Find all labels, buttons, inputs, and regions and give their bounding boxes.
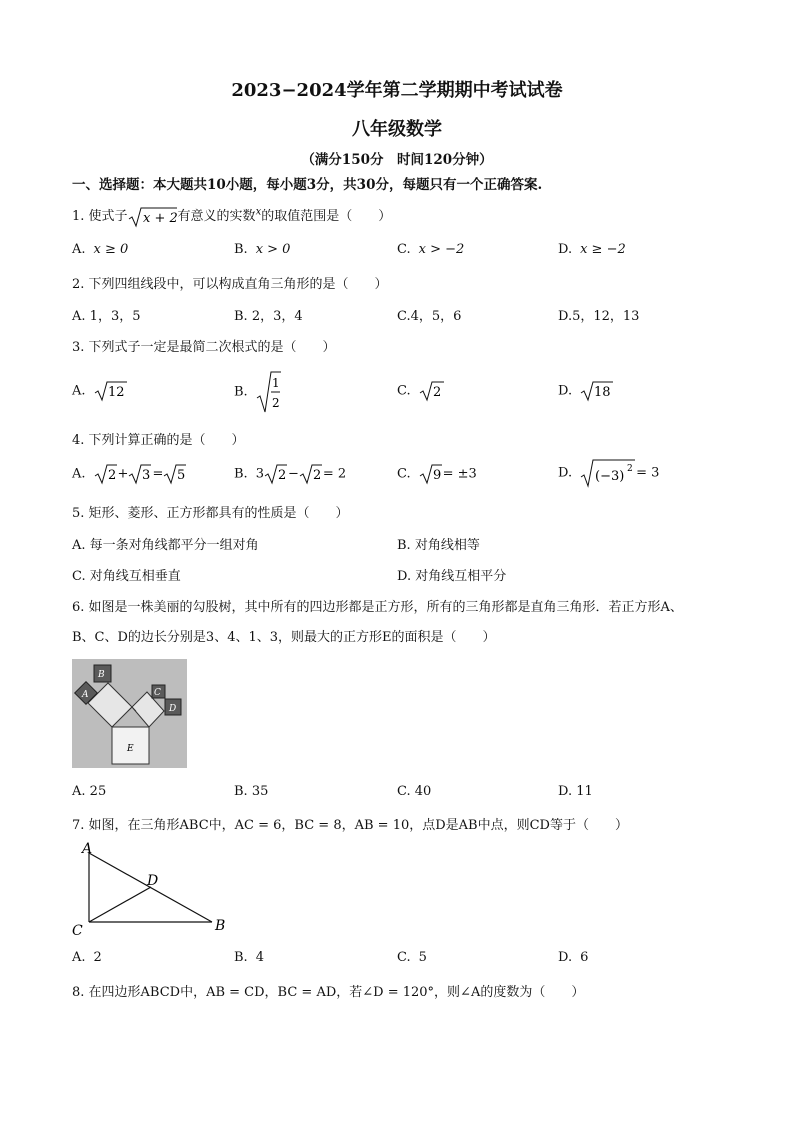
- pythagoras-tree-figure: [72, 659, 187, 768]
- svg-text:18: 18: [594, 385, 611, 400]
- q1-option-d: D. x ≥ −2: [558, 242, 626, 257]
- q6-option-a: A. 25: [72, 784, 107, 799]
- svg-text:3: 3: [142, 468, 151, 483]
- exam-info: （满分150分 时间120分钟）: [301, 152, 493, 168]
- q5-option-b: B. 对角线相等: [397, 538, 480, 553]
- question-5: 5. 矩形、菱形、正方形都具有的性质是（ ）: [72, 506, 349, 521]
- q1-option-b: B. x > 0: [234, 242, 291, 257]
- svg-text:2: 2: [312, 468, 322, 483]
- q4-option-b: B. 3 2 − 2 = 2: [234, 466, 347, 483]
- label-D: D: [169, 704, 177, 714]
- q5-option-a: A. 每一条对角线都平分一组对角: [72, 538, 259, 553]
- question-2: 2. 下列四组线段中，可以构成直角三角形的是（ ）: [72, 277, 388, 292]
- q2-option-d: D.5，12，13: [558, 309, 640, 324]
- q3a-radicand: 12: [107, 385, 125, 400]
- q4-option-c: C. 9 = ±3: [397, 466, 477, 483]
- q7-option-c: C. 5: [397, 950, 427, 965]
- q7-option-b: B. 4: [234, 950, 264, 965]
- q1-mid: 有意义的实数: [177, 209, 256, 224]
- svg-text:9: 9: [432, 468, 441, 483]
- q3b-den: 2: [271, 396, 280, 410]
- q3-option-c: C. 2: [397, 380, 445, 402]
- q1-var: x: [255, 206, 262, 218]
- q3-option-b: B. 1 2: [234, 370, 282, 414]
- q2-option-c: C.4，5，6: [397, 309, 462, 324]
- svg-text:5: 5: [177, 468, 186, 483]
- question-6-line1: 6. 如图是一株美丽的勾股树，其中所有的四边形都是正方形，所有的三角形都是直角三角形．若正方形A、: [72, 600, 683, 615]
- q7-option-d: D. 6: [558, 950, 589, 965]
- q3-option-a: A. 12: [72, 380, 128, 402]
- q5-option-d: D. 对角线互相平分: [397, 569, 507, 584]
- label-C: C: [154, 688, 161, 698]
- q5-option-c: C. 对角线互相垂直: [72, 569, 181, 584]
- exam-subject: 八年级数学: [352, 119, 442, 140]
- q3b-num: 1: [271, 376, 280, 390]
- svg-text:2: 2: [432, 385, 441, 400]
- exam-title: 2023−2024学年第二学期期中考试试卷: [231, 80, 563, 101]
- label-A: A: [82, 841, 93, 857]
- q7-option-a: A. 2: [72, 950, 102, 965]
- q2-option-b: B. 2，3，4: [234, 309, 303, 324]
- question-1: [72, 205, 391, 228]
- label-C: C: [72, 923, 83, 939]
- q4-option-d: D. (−3) 2 = 3: [558, 458, 659, 488]
- triangle-abc-figure: [66, 838, 236, 942]
- label-D: D: [147, 873, 159, 889]
- question-7: 7. 如图，在三角形ABC中，AC = 6，BC = 8，AB = 10，点D是AB中点，则CD等于（ ）: [72, 818, 628, 833]
- q2-option-a: A. 1，3，5: [72, 309, 141, 324]
- q1-pre: 1. 使式子: [72, 209, 128, 224]
- question-4: 4. 下列计算正确的是（ ）: [72, 433, 245, 448]
- q1-radicand: x + 2: [142, 210, 178, 226]
- q3-option-d: D. 18: [558, 380, 614, 402]
- q6-option-c: C. 40: [397, 784, 432, 799]
- label-E: E: [127, 744, 134, 754]
- q6-option-d: D. 11: [558, 784, 593, 799]
- svg-text:(−3): (−3): [595, 469, 625, 484]
- question-3: 3. 下列式子一定是最简二次根式的是（ ）: [72, 340, 336, 355]
- svg-text:2: 2: [277, 468, 287, 483]
- q1-radical: [128, 206, 178, 228]
- question-8: 8. 在四边形ABCD中，AB = CD，BC = AD，若∠D = 120°，则∠A的度数为（ ）: [72, 985, 585, 1000]
- q3b-radical: [256, 370, 282, 414]
- q4-option-a: A. 2 + 3 = 5: [72, 466, 186, 483]
- q1-option-a: A. x ≥ 0: [72, 242, 129, 257]
- section-heading: 一、选择题：本大题共10小题，每小题3分，共30分，每题只有一个正确答案.: [72, 177, 543, 193]
- question-6-line2: B、C、D的边长分别是3、4、1、3，则最大的正方形E的面积是（ ）: [72, 630, 496, 645]
- label-A: A: [82, 690, 89, 700]
- q1-post: 的取值范围是（ ）: [261, 209, 392, 224]
- q6-option-b: B. 35: [234, 784, 269, 799]
- label-B: B: [98, 670, 105, 680]
- label-B: B: [215, 918, 226, 934]
- svg-text:2: 2: [627, 464, 633, 474]
- svg-text:2: 2: [107, 468, 116, 483]
- q1-option-c: C. x > −2: [397, 242, 465, 257]
